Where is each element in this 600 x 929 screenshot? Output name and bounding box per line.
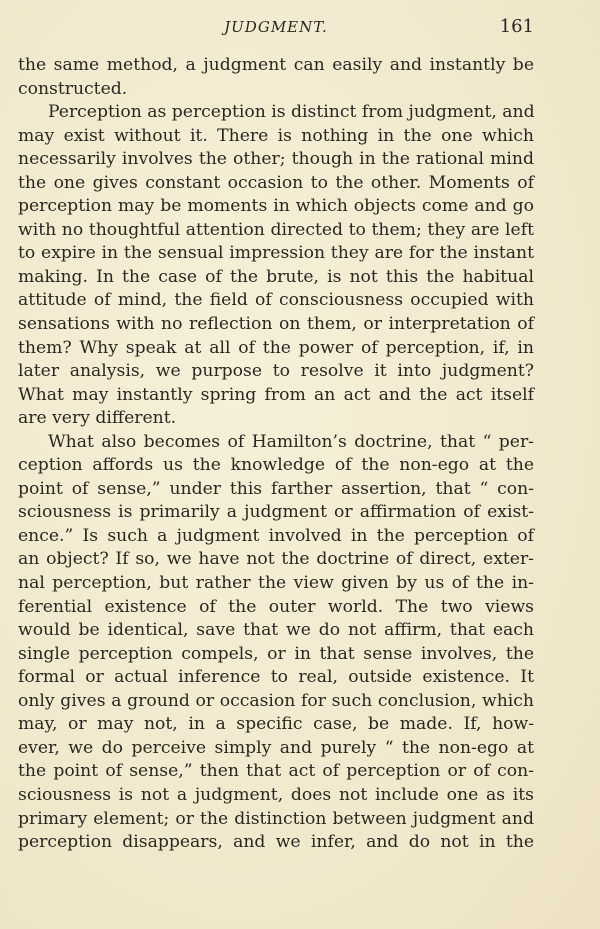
text-line: What may instantly spring from an act and the act itself <box>18 384 534 405</box>
text-line: point of sense,” under this farther assertion, that “ con- <box>18 478 534 499</box>
text-line: formal or actual inference to real, outside existence. It <box>18 667 534 688</box>
text-line: an object? If so, we have not the doctrine of direct, exter- <box>18 549 534 570</box>
body-text <box>18 54 534 855</box>
text-line: ever, we do perceive simply and purely “ the non-ego at <box>18 737 534 758</box>
text-line: are very different. <box>18 408 177 429</box>
text-line: ception affords us the knowledge of the non-ego at the <box>18 455 534 476</box>
running-head-title: JUDGMENT. <box>224 18 328 36</box>
text-line: them? Why speak at all of the power of perception, if, in <box>18 337 534 358</box>
text-line: perception may be moments in which objects come and go <box>18 196 534 217</box>
text-line: the same method, a judgment can easily and instantly be <box>18 55 534 75</box>
text-line: with no thoughtful attention directed to them; they are left <box>18 219 534 240</box>
text-line: attitude of mind, the field of consciousness occupied with <box>18 290 534 311</box>
text-line: may, or may not, in a specific case, be made. If, how- <box>18 714 534 735</box>
text-line: would be identical, save that we do not affirm, that each <box>18 620 534 641</box>
text-line: sciousness is primarily a judgment or affirmation of exist- <box>18 502 534 523</box>
text-line: ence.” Is such a judgment involved in the perception of <box>18 525 534 546</box>
text-line: What also becomes of Hamilton’s doctrine, that “ per- <box>48 431 534 452</box>
text-line: nal perception, but rather the view given by us of the in- <box>18 573 534 594</box>
text-line: the one gives constant occasion to the other. Moments of <box>18 172 534 193</box>
paragraph <box>18 431 534 855</box>
paragraph <box>18 54 534 101</box>
text-line: primary element; or the distinction between judgment and <box>18 808 534 829</box>
text-line: making. In the case of the brute, is not this the habitual <box>18 266 534 287</box>
text-line: sensations with no reflection on them, or interpretation of <box>18 314 534 335</box>
text-line: to expire in the sensual impression they are for the instant <box>18 243 534 264</box>
running-head <box>18 16 534 40</box>
text-line: the point of sense,” then that act of perception or of con- <box>18 761 534 782</box>
text-line: necessarily involves the other; though in the rational mind <box>18 149 534 170</box>
text-line: constructed. <box>18 78 128 99</box>
text-line: only gives a ground or occasion for such conclusion, which <box>18 690 534 711</box>
text-line: perception disappears, and we infer, and do not in the <box>18 832 534 853</box>
text-line: may exist without it. There is nothing in the one which <box>18 125 534 146</box>
page-number: 161 <box>499 16 534 37</box>
text-line: Perception as perception is distinct from judgment, and <box>48 102 535 123</box>
paragraph <box>18 101 534 431</box>
text-line: single perception compels, or in that sense involves, the <box>18 643 534 664</box>
text-line: ferential existence of the outer world. The two views <box>18 596 534 617</box>
text-line: sciousness is not a judgment, does not include one as its <box>18 784 534 805</box>
text-line: later analysis, we purpose to resolve it into judgment? <box>18 361 534 382</box>
